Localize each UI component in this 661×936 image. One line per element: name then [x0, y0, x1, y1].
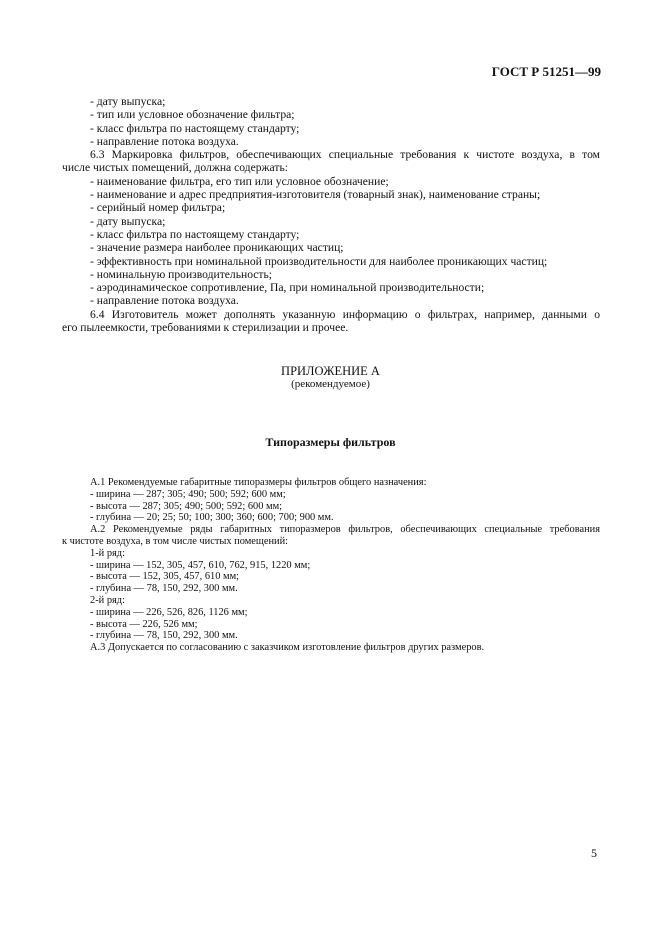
paragraph-a1: А.1 Рекомендуемые габаритные типоразмеры фильтров общего назначения:: [90, 477, 427, 488]
list-item: - номинальную производительность;: [90, 267, 273, 281]
list-item: - направление потока воздуха.: [90, 294, 239, 308]
list-item: - тип или условное обозначение фильтра;: [90, 108, 295, 122]
list-item: - дату выпуска;: [90, 214, 166, 228]
list-item: - класс фильтра по настоящему стандарту;: [90, 121, 300, 135]
list-item: - ширина — 152, 305, 457, 610, 762, 915, 1220 мм;: [90, 559, 311, 571]
list-item: - значение размера наиболее проникающих частиц;: [90, 241, 344, 255]
paragraph-6-4-line-1: 6.4 Изготовитель может дополнять указанную информацию о фильтрах, например, данными о: [90, 307, 600, 321]
list-item: - ширина — 226, 526, 826, 1126 мм;: [90, 606, 248, 618]
list-item: - класс фильтра по настоящему стандарту;: [90, 227, 300, 241]
list-item: - глубина — 78, 150, 292, 300 мм.: [90, 583, 238, 595]
paragraph-a2-line-2: к чистоте воздуха, в том числе чистых помещений:: [62, 535, 289, 547]
list-item: - глубина — 78, 150, 292, 300 мм.: [90, 630, 238, 642]
list-item: - направление потока воздуха.: [90, 134, 239, 148]
document-number: ГОСТ Р 51251—99: [491, 64, 601, 79]
appendix-section: [62, 477, 600, 654]
paragraph-6-4-line-2: его пылеемкости, требованиями к стерилизации и прочее.: [62, 321, 349, 335]
list-item: - наименование и адрес предприятия-изготовителя (товарный знак), наименование страны;: [90, 188, 541, 202]
list-item: - наименование фильтра, его тип или условное обозначение;: [90, 174, 389, 188]
page-number: 5: [591, 846, 597, 860]
list-item: - эффективность при номинальной производительности для наиболее проникающих частиц;: [90, 254, 548, 268]
list-item: - ширина — 287; 305; 490; 500; 592; 600 мм;: [90, 488, 286, 500]
appendix-subtitle: (рекомендуемое): [291, 378, 370, 390]
paragraph-a2-line-1: А.2 Рекомендуемые ряды габаритных типоразмеров фильтров, обеспечивающих специальные требования: [90, 524, 600, 536]
appendix-title: ПРИЛОЖЕНИЕ А: [281, 364, 380, 378]
paragraph-6-3-line-1: 6.3 Маркировка фильтров, обеспечивающих специальные требования к чистоте воздуха, в том: [90, 148, 600, 162]
list-item: - высота — 226, 526 мм;: [90, 618, 198, 630]
list-item: - аэродинамическое сопротивление, Па, при номинальной производительности;: [90, 281, 485, 295]
marking-section: [62, 95, 600, 334]
row-2-label: 2-й ряд:: [90, 594, 125, 606]
paragraph-6-3-line-2: числе чистых помещений, должна содержать:: [62, 161, 288, 175]
list-item: - высота — 287; 305; 490; 500; 592; 600 мм;: [90, 500, 283, 512]
list-item: - глубина — 20; 25; 50; 100; 300; 360; 600; 700; 900 мм.: [90, 512, 334, 524]
list-item: - серийный номер фильтра;: [90, 201, 226, 215]
section-title: Типоразмеры фильтров: [265, 435, 396, 449]
list-item: - дату выпуска;: [90, 95, 166, 108]
list-item: - высота — 152, 305, 457, 610 мм;: [90, 571, 240, 583]
paragraph-a3: А.3 Допускается по согласованию с заказчиком изготовление фильтров других размеров.: [90, 642, 485, 654]
row-1-label: 1-й ряд:: [90, 547, 125, 559]
